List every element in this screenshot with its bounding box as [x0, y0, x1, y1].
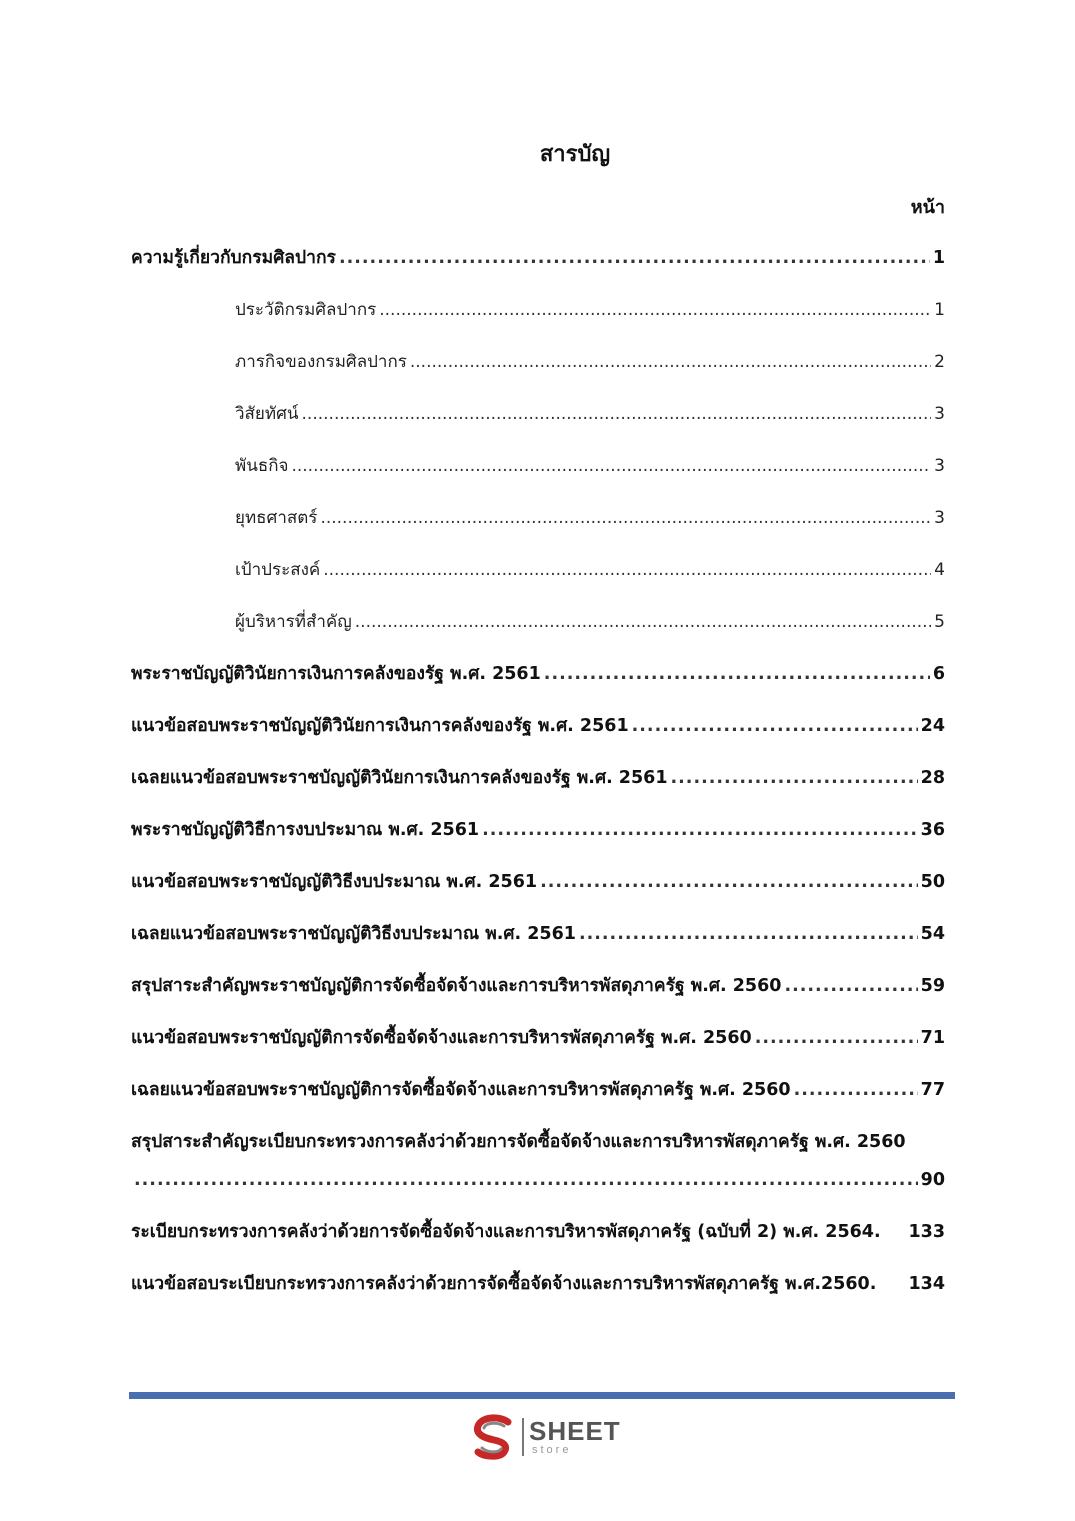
toc-entry-page: 5: [934, 612, 945, 632]
toc-entry-label: ยุทธศาสตร์: [235, 508, 318, 528]
toc-entry: [131, 968, 945, 1020]
toc-entry-label: ความรู้เกี่ยวกับกรมศิลปากร: [131, 248, 336, 268]
toc-entry-page: 54: [920, 924, 945, 944]
sheet-store-s-logo-icon: [470, 1414, 518, 1460]
toc-entry: [131, 1162, 945, 1214]
toc-entry-label: ภารกิจของกรมศิลปากร: [235, 352, 407, 372]
toc-entry-page: 3: [934, 508, 945, 528]
toc-subentry: [131, 500, 945, 552]
sheet-store-logo: [470, 1414, 630, 1462]
toc-leader-dots: [784, 968, 917, 1004]
toc-entry-page: 2: [934, 352, 945, 372]
toc-leader-dots: [755, 1020, 918, 1056]
toc-leader-dots: [482, 812, 918, 848]
toc-entry-page: 134: [908, 1274, 945, 1294]
toc-leader-dots: [379, 292, 931, 328]
toc-leader-dots: [544, 656, 930, 692]
toc-subentry: [131, 292, 945, 344]
page-title: สารบัญ: [539, 142, 611, 167]
toc-leader-dots: [320, 500, 931, 536]
toc-entry-page: 1: [934, 300, 945, 320]
toc-entry-page: 4: [934, 560, 945, 580]
toc-subentry: [131, 396, 945, 448]
logo-brand-subtext: store: [532, 1444, 572, 1456]
toc-entry-label: พันธกิจ: [235, 456, 289, 476]
toc-entry-label: เฉลยแนวข้อสอบพระราชบัญญัติการจัดซื้อจัดจ้างและการบริหารพัสดุภาครัฐ พ.ศ. 2560: [131, 1080, 791, 1100]
toc-entry-label: แนวข้อสอบพระราชบัญญัติวิธีงบประมาณ พ.ศ. 2561: [131, 872, 538, 892]
toc-entry: [131, 1214, 945, 1266]
toc-leader-dots: [339, 240, 930, 276]
toc-entry-label: เฉลยแนวข้อสอบพระราชบัญญัติวิธีงบประมาณ พ.ศ. 2561: [131, 924, 576, 944]
toc-entry: [131, 812, 945, 864]
toc-subentry: [131, 344, 945, 396]
toc-entry-label: สรุปสาระสำคัญพระราชบัญญัติการจัดซื้อจัดจ้างและการบริหารพัสดุภาครัฐ พ.ศ. 2560: [131, 976, 782, 996]
toc-entry-page: 36: [920, 820, 945, 840]
toc-entry-page: 28: [920, 768, 945, 788]
toc-entry-label: สรุปสาระสำคัญระเบียบกระทรวงการคลังว่าด้วยการจัดซื้อจัดจ้างและการบริหารพัสดุภาครัฐ พ.ศ. 2560: [131, 1132, 906, 1152]
toc-leader-dots: [671, 760, 918, 796]
toc-entry-page: 77: [920, 1080, 945, 1100]
toc-entry-page: 50: [920, 872, 945, 892]
logo-brand-text: SHEET: [529, 1416, 621, 1446]
toc-leader-dots: [323, 552, 931, 588]
toc-entry: [131, 916, 945, 968]
page-column-header: หน้า: [910, 197, 945, 218]
toc-entry: [131, 240, 945, 292]
toc-entry-label: ระเบียบกระทรวงการคลังว่าด้วยการจัดซื้อจัดจ้างและการบริหารพัสดุภาครัฐ (ฉบับที่ 2) พ.ศ. 2564.: [131, 1222, 881, 1242]
toc-entry-page: 3: [934, 404, 945, 424]
toc-entry: [131, 864, 945, 916]
toc-leader-dots: [410, 344, 931, 380]
toc-entry-label: แนวข้อสอบระเบียบกระทรวงการคลังว่าด้วยการจัดซื้อจัดจ้างและการบริหารพัสดุภาครัฐ พ.ศ.2560.: [131, 1274, 877, 1294]
toc-entry: [131, 656, 945, 708]
toc-entry-label: แนวข้อสอบพระราชบัญญัติวินัยการเงินการคลังของรัฐ พ.ศ. 2561: [131, 716, 629, 736]
toc-entry: [131, 1072, 945, 1124]
toc-entry-label: แนวข้อสอบพระราชบัญญัติการจัดซื้อจัดจ้างและการบริหารพัสดุภาครัฐ พ.ศ. 2560: [131, 1028, 752, 1048]
toc-entry: [131, 1020, 945, 1072]
toc-subentry: [131, 448, 945, 500]
toc-leader-dots: [355, 604, 931, 640]
toc-entry-page: 133: [908, 1222, 945, 1242]
toc-leader-dots: [540, 864, 918, 900]
toc-leader-dots: [579, 916, 918, 952]
toc-entry-label: ประวัติกรมศิลปากร: [235, 300, 377, 320]
toc-leader-dots: [632, 708, 918, 744]
toc-leader-dots: [794, 1072, 918, 1108]
toc-entry-page: 24: [920, 716, 945, 736]
toc-entry-page: 1: [932, 248, 945, 268]
toc-leader-dots: [302, 396, 932, 432]
logo-divider: [522, 1418, 524, 1456]
table-of-contents: [131, 240, 945, 1318]
toc-entry: [131, 1266, 945, 1318]
toc-entry-label: พระราชบัญญัติวิธีการงบประมาณ พ.ศ. 2561: [131, 820, 480, 840]
toc-entry-label: ผู้บริหารที่สำคัญ: [235, 612, 352, 632]
toc-entry-label: พระราชบัญญัติวินัยการเงินการคลังของรัฐ พ.ศ. 2561: [131, 664, 541, 684]
footer-bar: [129, 1392, 955, 1399]
toc-entry-page: 6: [932, 664, 945, 684]
toc-leader-dots: [134, 1162, 918, 1198]
toc-entry-label: วิสัยทัศน์: [235, 404, 299, 424]
toc-entry-page: 90: [920, 1170, 945, 1190]
toc-entry-label: เฉลยแนวข้อสอบพระราชบัญญัติวินัยการเงินการคลังของรัฐ พ.ศ. 2561: [131, 768, 668, 788]
toc-subentry: [131, 604, 945, 656]
toc-entry-label: เป้าประสงค์: [235, 560, 321, 580]
toc-entry: [131, 760, 945, 812]
toc-entry-page: 59: [920, 976, 945, 996]
toc-entry-page: 3: [934, 456, 945, 476]
toc-leader-dots: [291, 448, 931, 484]
toc-subentry: [131, 552, 945, 604]
toc-entry-page: 71: [920, 1028, 945, 1048]
toc-entry: [131, 708, 945, 760]
